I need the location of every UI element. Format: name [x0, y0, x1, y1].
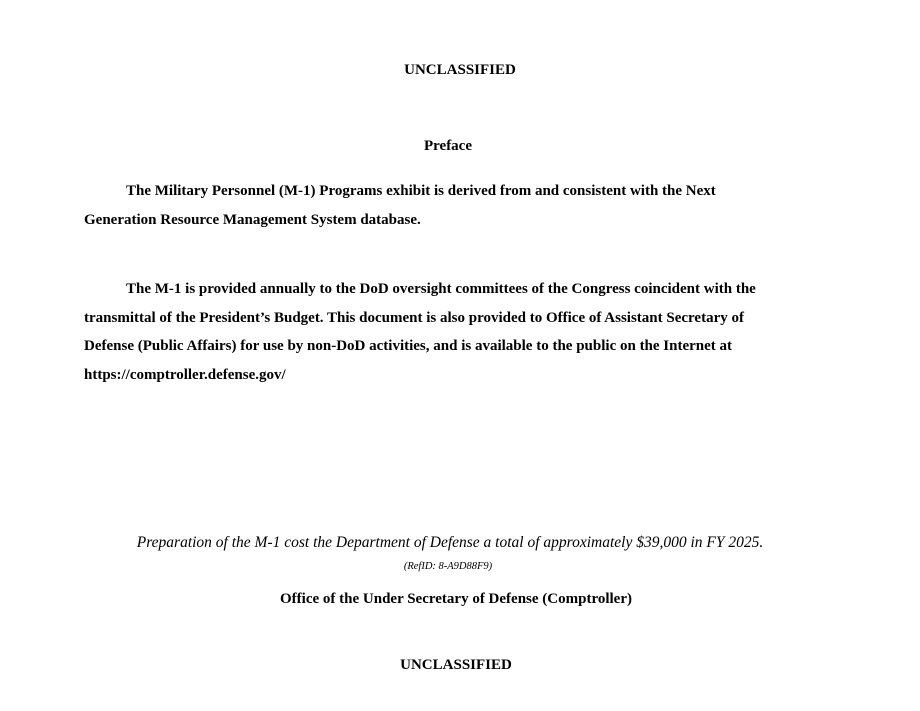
cost-statement: Preparation of the M-1 cost the Department of Defense a total of approximately $39,000 in FY 2025.	[136, 534, 764, 551]
paragraph-1-line-1: The Military Personnel (M-1) Programs exhibit is derived from and consistent with the Next	[126, 183, 716, 199]
paragraph-1-line-2: Generation Resource Management System database.	[84, 211, 421, 228]
paragraph-2-line-2: transmittal of the President’s Budget. This document is also provided to Office of Assistant Secretary of	[84, 309, 744, 326]
office-name: Office of the Under Secretary of Defense (Comptroller)	[280, 591, 632, 607]
ref-id: (RefID: 8-A9D88F9)	[403, 561, 493, 572]
paragraph-2-line-4-url: https://comptroller.defense.gov/	[84, 366, 286, 383]
bottom-classification-marking: UNCLASSIFIED	[400, 657, 512, 673]
top-classification-marking: UNCLASSIFIED	[404, 62, 516, 78]
paragraph-2-line-3: Defense (Public Affairs) for use by non-DoD activities, and is available to the public on the Internet at	[84, 338, 733, 354]
preface-title: Preface	[423, 138, 473, 154]
paragraph-2-line-1: The M-1 is provided annually to the DoD oversight committees of the Congress coincident with the	[126, 281, 756, 297]
preface-paragraph-2	[84, 275, 829, 389]
preface-paragraph-1	[84, 177, 829, 234]
